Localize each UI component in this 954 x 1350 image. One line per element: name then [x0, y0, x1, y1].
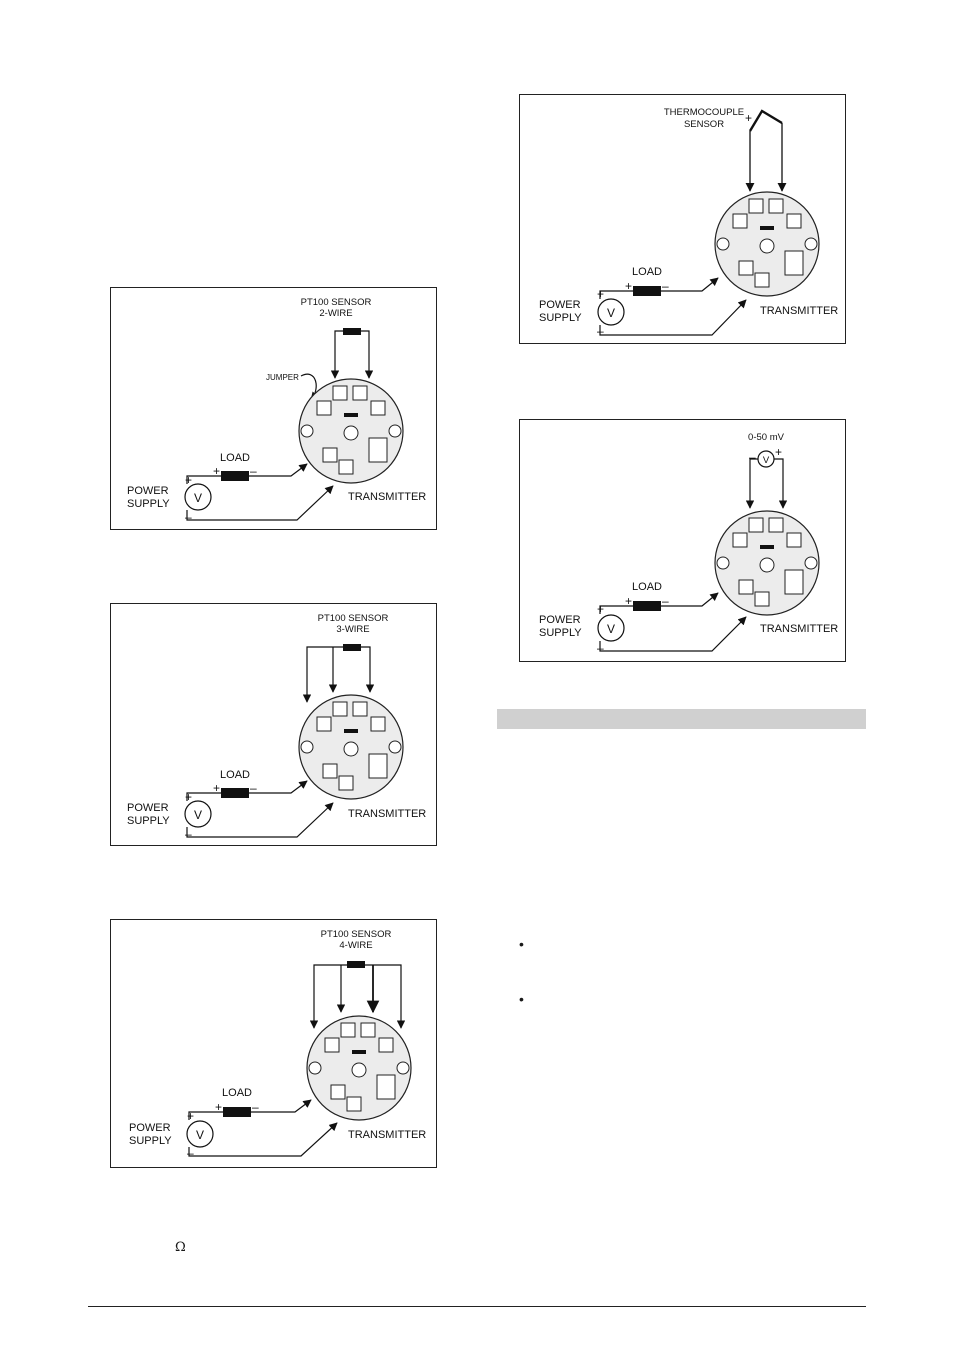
figure-thermocouple [519, 94, 846, 344]
load-resistor [223, 1107, 251, 1117]
transmitter-label: TRANSMITTER [348, 1129, 427, 1141]
sensor-wire [361, 331, 369, 378]
omega-symbol: Ω [175, 1240, 186, 1255]
supply-plus: + [185, 790, 193, 804]
meter-symbol: V [193, 491, 203, 505]
figure-millivolt [519, 419, 846, 662]
supply-label: SUPPLY [539, 627, 582, 639]
supply-plus: + [185, 473, 193, 487]
bullet-marker: • [519, 936, 524, 952]
load-label: LOAD [220, 452, 250, 464]
load-minus: – [250, 464, 257, 478]
mv-minus: – [749, 450, 756, 464]
range-label: 0-50 mV [748, 432, 784, 443]
supply-label: SUPPLY [127, 498, 170, 510]
figure-pt100-2wire [110, 287, 437, 530]
supply-minus: – [597, 641, 604, 655]
transmitter-body [715, 511, 819, 615]
wires-label: 3-WIRE [336, 624, 370, 635]
load-label: LOAD [632, 266, 662, 278]
sensor-label: PT100 SENSOR [320, 929, 392, 940]
tc-plus: + [745, 111, 753, 125]
load-resistor [221, 471, 249, 481]
wiring-diagram-4wire [111, 920, 436, 1167]
sensor-label: PT100 SENSOR [300, 297, 372, 308]
supply-label: SUPPLY [129, 1135, 172, 1147]
load-minus: – [250, 781, 257, 795]
wiring-diagram-thermocouple [520, 95, 845, 343]
load-resistor [633, 286, 661, 296]
figure-pt100-4wire [110, 919, 437, 1168]
load-label: LOAD [220, 769, 250, 781]
sensor-label-2: SENSOR [683, 119, 725, 130]
figure-pt100-3wire [110, 603, 437, 846]
transmitter-body [715, 192, 819, 296]
wiring-diagram-2wire [111, 288, 436, 529]
transmitter-label: TRANSMITTER [760, 305, 839, 317]
supply-label: SUPPLY [539, 312, 582, 324]
mv-plus: + [775, 445, 783, 459]
load-plus: + [213, 464, 221, 478]
power-label: POWER [129, 1122, 171, 1134]
load-resistor [633, 601, 661, 611]
load-minus: – [252, 1100, 259, 1114]
load-plus: + [625, 594, 633, 608]
meter-symbol: V [193, 808, 203, 822]
section-heading-bar [497, 709, 866, 729]
load-plus: + [213, 781, 221, 795]
power-label: POWER [539, 614, 581, 626]
sensor-resistor [343, 644, 361, 651]
transmitter-label: TRANSMITTER [348, 491, 427, 503]
meter-symbol: V [606, 306, 616, 320]
transmitter-body [299, 695, 403, 799]
load-label: LOAD [632, 581, 662, 593]
supply-minus: – [185, 827, 192, 841]
sensor-resistor [347, 961, 365, 968]
transmitter-body [307, 1016, 411, 1120]
wires-label: 4-WIRE [339, 940, 373, 951]
load-minus: – [662, 279, 669, 293]
wiring-diagram-3wire [111, 604, 436, 845]
wires-label: 2-WIRE [319, 308, 353, 319]
transmitter-label: TRANSMITTER [760, 623, 839, 635]
supply-plus: + [187, 1109, 195, 1123]
supply-plus: + [597, 602, 605, 616]
supply-label: SUPPLY [127, 815, 170, 827]
load-plus: + [625, 279, 633, 293]
meter-symbol: V [195, 1128, 205, 1142]
meter-symbol: V [606, 622, 616, 636]
sensor-resistor [343, 328, 361, 335]
bullet-marker: • [519, 991, 524, 1007]
power-label: POWER [127, 802, 169, 814]
power-label: POWER [127, 485, 169, 497]
transmitter-body [299, 379, 403, 483]
sensor-label: PT100 SENSOR [317, 613, 389, 624]
jumper-label: JUMPER [266, 373, 299, 382]
load-label: LOAD [222, 1087, 252, 1099]
footer-divider [88, 1306, 866, 1307]
sensor-wire [335, 331, 343, 378]
load-resistor [221, 788, 249, 798]
supply-minus: – [185, 510, 192, 524]
load-minus: – [662, 594, 669, 608]
thermocouple-junction [750, 111, 782, 131]
supply-minus: – [187, 1146, 194, 1160]
mv-source-symbol: V [762, 455, 770, 466]
transmitter-label: TRANSMITTER [348, 808, 427, 820]
sensor-label: THERMOCOUPLE [663, 107, 745, 118]
supply-minus: – [597, 324, 604, 338]
wiring-diagram-millivolt [520, 420, 845, 661]
power-label: POWER [539, 299, 581, 311]
supply-plus: + [597, 287, 605, 301]
load-plus: + [215, 1100, 223, 1114]
